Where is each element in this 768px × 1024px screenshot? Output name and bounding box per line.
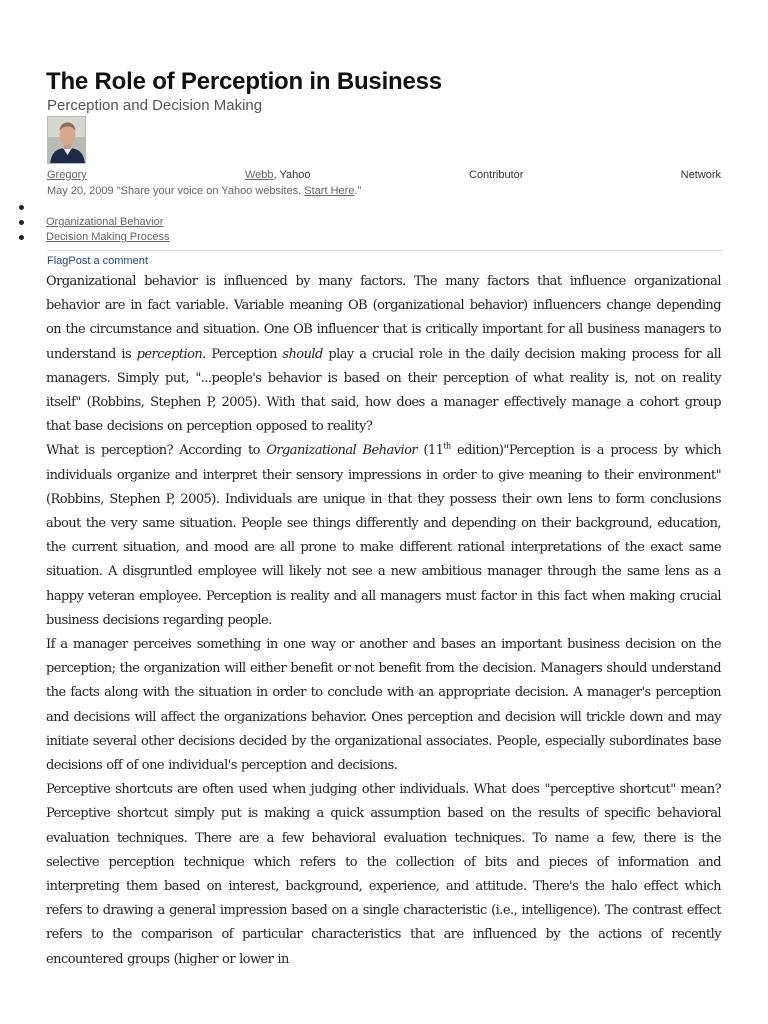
article-title: The Role of Perception in Business xyxy=(46,68,442,95)
author-avatar[interactable] xyxy=(47,116,86,164)
network-label: Network xyxy=(680,169,721,181)
byline xyxy=(47,169,721,183)
tag-item xyxy=(0,200,170,215)
tag-item xyxy=(0,230,170,245)
paragraph-2: What is perception? According to Organizational Behavior (11th edition)"Perception is a process by which individuals organize and interpret their sensory impressions in order to give meaning to their environment" (Robbins, Stephen P, 2005). Individuals are unique in that they possess their own lens to form conclusions about the very same situation. People see things differently and depending on their background, education, the current situation, and mood are all prone to make different rational interpretations of the exact same situation. A disgruntled employee will likely not see a new ambitious manager through the same lens as a happy veteran employee. Perception is reality and all managers must factor in this fact when making crucial business decisions regarding people. xyxy=(46,442,722,628)
topic-tags xyxy=(0,200,170,245)
paragraph-3: If a manager perceives something in one way or another and bases an important business decision on the perception; the organization will either benefit or not benefit from the decision. Managers should understand the facts along with the situation in order to conclude with an appropriate decision. A manager's perception and decisions will affect the organizations behavior. Ones perception and decision will trickle down and may initiate several other decisions decided by the organizational associates. People, especially subordinates base decisions off of one individual's perception and decisions. xyxy=(46,637,721,774)
post-comment-button[interactable]: Post a comment xyxy=(68,255,148,267)
publish-date: May 20, 2009 "Share your voice on Yahoo websites. xyxy=(47,185,305,197)
divider xyxy=(47,250,723,251)
flag-button[interactable]: Flag xyxy=(47,255,69,267)
emphasis-should: should xyxy=(282,346,323,362)
start-here-link[interactable]: Start Here xyxy=(304,185,355,197)
bullet-icon xyxy=(19,220,24,225)
tag-link-organizational-behavior[interactable]: Organizational Behavior xyxy=(46,216,164,228)
article-body xyxy=(46,270,721,972)
author-first-name-link[interactable]: Gregory xyxy=(47,169,87,181)
paragraph-1: Organizational behavior is influenced by many factors. The many factors that influence organizational behavior are in fact variable. Variable meaning OB (organizational behavior) influencers change depending on the circumstance and situation. One OB influencer that is critically important for all business managers to understand is perception. Perception should play a crucial role in the daily decision making process for all managers. Simply put, "...people's behavior is based on their perception of what reality is, not on reality itself" (Robbins, Stephen P, 2005). With that said, how does a manager effectively manage a cohort group that base decisions on perception opposed to reality? xyxy=(46,274,721,435)
dateline xyxy=(47,185,361,197)
contributor-label: Contributor xyxy=(469,169,524,181)
article-subtitle: Perception and Decision Making xyxy=(47,97,263,114)
article-actions xyxy=(47,255,148,267)
publisher-name: , Yahoo xyxy=(273,169,311,181)
author-photo-icon xyxy=(48,117,86,164)
bullet-icon xyxy=(19,235,24,240)
dateline-end: ." xyxy=(354,185,362,197)
bullet-icon xyxy=(19,205,24,210)
paragraph-4: Perceptive shortcuts are often used when judging other individuals. What does "perceptive shortcut" mean? Perceptive shortcut simply put is making a quick assumption based on the results of specific behavioral evaluation techniques. There are a few behavioral evaluation techniques. To name a few, there is the selective perception technique which refers to the collection of bits and pieces of information and interpreting them based on interest, background, experience, and attitude. There's the halo effect which refers to drawing a general impression based on a single characteristic (i.e., intelligence). The contrast effect refers to the comparison of particular characteristics that are influenced by the actions of recently encountered groups (higher or lower in xyxy=(46,782,721,967)
tag-link-decision-making-process[interactable]: Decision Making Process xyxy=(46,231,170,243)
tag-item xyxy=(0,215,170,230)
emphasis-perception: perception xyxy=(136,346,203,362)
author-last-name-link[interactable]: Webb xyxy=(245,169,274,181)
book-title: Organizational Behavior xyxy=(266,443,418,459)
